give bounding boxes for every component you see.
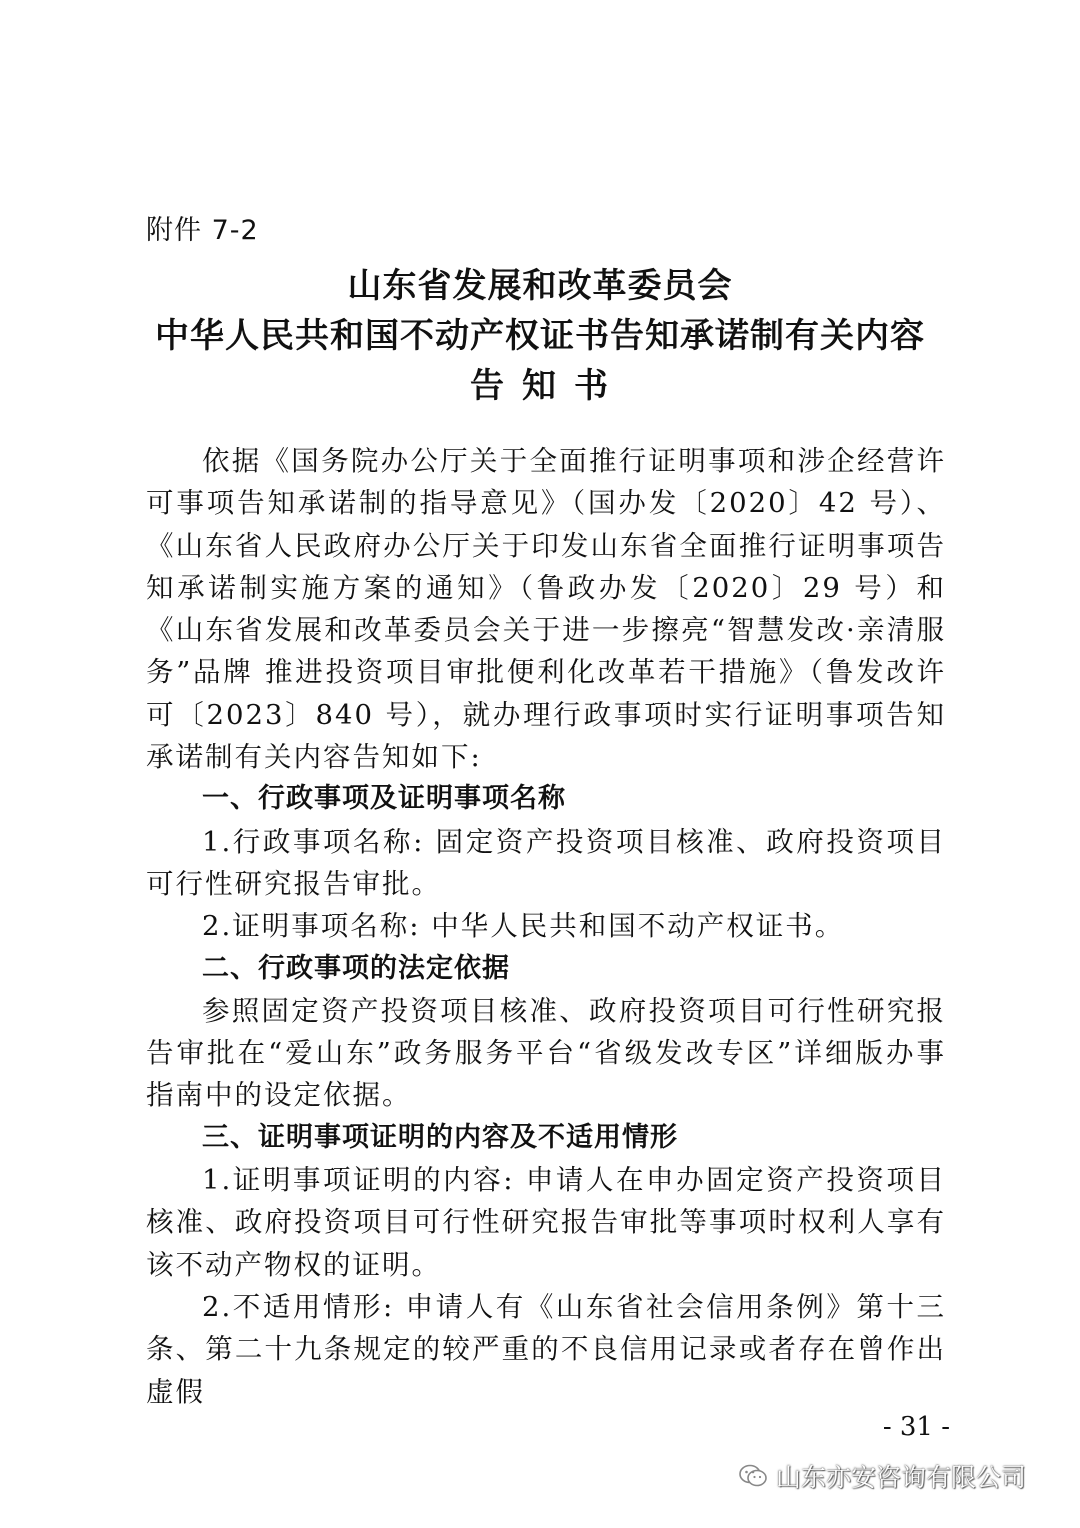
- watermark-text: 山东亦安咨询有限公司: [776, 1463, 1027, 1492]
- section-2-heading: 二、行政事项的法定依据: [202, 952, 510, 984]
- section-1-heading: 一、行政事项及证明事项名称: [202, 783, 566, 815]
- wechat-icon: [738, 1463, 768, 1489]
- title-line-2: 中华人民共和国不动产权证书告知承诺制有关内容: [155, 316, 925, 356]
- title-line-1: 山东省发展和改革委员会: [347, 266, 733, 306]
- section-3-heading: 三、证明事项证明的内容及不适用情形: [202, 1121, 678, 1153]
- section-1-item-1: 1.行政事项名称: 固定资产投资项目核准、政府投资项目可行性研究报告审批。: [146, 825, 946, 900]
- section-1-item-2: 2.证明事项名称: 中华人民共和国不动产权证书。: [202, 910, 845, 943]
- title-line-3: 告知书: [470, 366, 626, 406]
- section-2-text: 参照固定资产投资项目核准、政府投资项目可行性研究报告审批在“爱山东”政务服务平台“省级发改专区”详细版办事指南中的设定依据。: [146, 994, 946, 1112]
- watermark: [738, 1458, 1026, 1494]
- page-number: - 31 -: [882, 1412, 950, 1442]
- section-3-item-2: 2.不适用情形: 申请人有《山东省社会信用条例》第十三条、第二十九条规定的较严重的不良信用记录或者存在曾作出虚假: [146, 1290, 946, 1408]
- section-3-item-1: 1.证明事项证明的内容: 申请人在申办固定资产投资项目核准、政府投资项目可行性研究报告审批等事项时权利人享有该不动产物权的证明。: [146, 1164, 946, 1281]
- intro-paragraph: 依据《国务院办公厅关于全面推行证明事项和涉企经营许可事项告知承诺制的指导意见》（国办发〔2020〕42 号）、《山东省人民政府办公厅关于印发山东省全面推行证明事项告知承诺制实施方案的通知》（鲁政办发〔2020〕29 号）和《山东省发展和改革委员会关于进一步擦亮“智慧发改·亲清服务”品牌 推进投资项目审批便利化改革若干措施》（鲁发改许可〔2023〕840 号），就办理行政事项时实行证明事项告知承诺制有关内容告知如下:: [146, 445, 946, 774]
- attachment-label: 附件 7-2: [146, 215, 259, 246]
- document-body: [146, 440, 946, 1413]
